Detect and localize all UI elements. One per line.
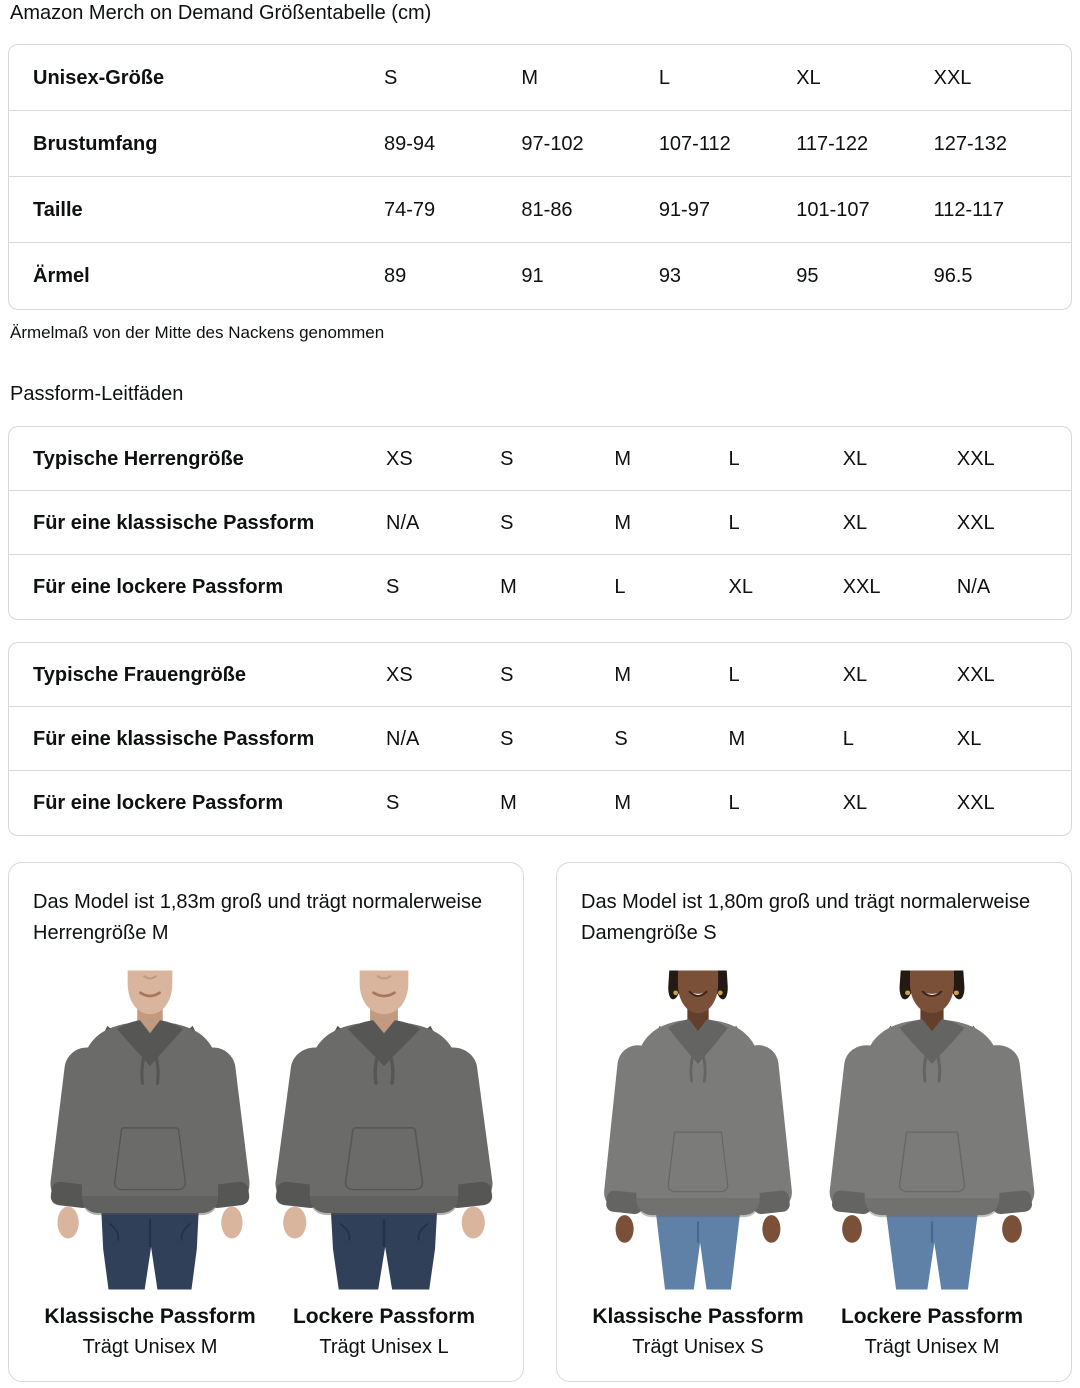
size-value: 117-122	[796, 132, 869, 155]
size-value: M	[614, 792, 632, 815]
fit-guides-heading: Passform-Leitfäden	[10, 383, 184, 406]
size-value: XXL	[956, 792, 995, 815]
size-value: 112-117	[933, 198, 1005, 221]
size-value: 95	[796, 265, 819, 287]
table-row	[9, 707, 1071, 771]
row-label: Für eine klassische Passform	[33, 727, 315, 750]
fit-label: Lockere Passform	[292, 1305, 476, 1329]
size-value: 93	[658, 265, 682, 287]
table-row	[9, 111, 1071, 177]
column-header: M	[521, 66, 539, 89]
size-value: S	[386, 792, 400, 815]
size-value: 81-86	[521, 198, 573, 221]
row-label: Für eine lockere Passform	[33, 792, 284, 815]
size-worn-label: Trägt Unisex M	[82, 1336, 218, 1359]
size-value: S	[614, 727, 628, 750]
size-worn-label: Trägt Unisex S	[632, 1336, 764, 1359]
size-value: XL	[956, 727, 982, 750]
row-label: Ärmel	[33, 265, 90, 287]
size-value: M	[500, 792, 517, 815]
size-value: N/A	[386, 511, 420, 534]
table-row	[9, 427, 1071, 491]
size-value: M	[500, 576, 517, 599]
fit-label: Klassische Passform	[44, 1305, 256, 1329]
size-value: M	[614, 447, 632, 470]
size-value: XS	[386, 663, 413, 686]
size-value: XL	[842, 792, 868, 815]
table-row	[9, 491, 1071, 555]
size-value: XL	[728, 576, 753, 599]
size-value: XXL	[956, 511, 995, 534]
size-value: 89-94	[384, 132, 436, 155]
row-label: Typische Frauengröße	[33, 663, 247, 686]
table-row	[9, 643, 1071, 707]
row-label: Für eine klassische Passform	[33, 511, 315, 534]
size-value: XL	[842, 511, 868, 534]
loose-fit-figure	[815, 963, 1049, 1359]
size-value: XL	[842, 663, 868, 686]
size-value: 89	[384, 265, 407, 287]
size-value: S	[500, 727, 514, 750]
row-label: Typische Herrengröße	[33, 447, 244, 470]
size-value: S	[500, 511, 514, 534]
size-value: N/A	[956, 576, 991, 599]
unisex-size-table	[8, 44, 1072, 310]
size-value: S	[500, 663, 514, 686]
size-value: L	[728, 511, 740, 534]
row-label: Unisex-Größe	[33, 66, 165, 89]
size-value: M	[614, 663, 632, 686]
classic-fit-figure	[33, 963, 267, 1359]
size-value: S	[500, 447, 514, 470]
mens-model-card	[8, 862, 524, 1382]
size-value: 97-102	[521, 132, 584, 155]
size-value: 107-112	[658, 132, 731, 155]
model-cards	[8, 862, 1072, 1382]
size-value: 96.5	[933, 265, 973, 287]
size-value: L	[728, 663, 740, 686]
fit-label: Klassische Passform	[592, 1305, 804, 1329]
column-header: XXL	[933, 66, 972, 89]
size-value: 91	[521, 265, 544, 287]
model-photo-classic-male	[33, 963, 267, 1297]
sleeve-measurement-note: Ärmelmaß von der Mitte des Nackens genommen	[10, 323, 385, 342]
size-value: XXL	[956, 447, 995, 470]
size-value: S	[386, 576, 400, 599]
table-row	[9, 243, 1071, 309]
size-value: 127-132	[933, 132, 1008, 155]
size-value: XS	[386, 447, 413, 470]
size-worn-label: Trägt Unisex L	[319, 1336, 449, 1359]
size-worn-label: Trägt Unisex M	[864, 1336, 1000, 1359]
size-value: N/A	[386, 727, 420, 750]
model-description: Das Model ist 1,83m groß und trägt normalerweise Herrengröße M	[33, 891, 483, 945]
size-value: XXL	[842, 576, 881, 599]
table-row	[9, 177, 1071, 243]
column-header: S	[384, 66, 398, 89]
model-photo-loose-male	[267, 963, 501, 1297]
size-value: L	[728, 447, 740, 470]
size-value: M	[728, 727, 746, 750]
mens-fit-table	[8, 426, 1072, 620]
model-description: Das Model ist 1,80m groß und trägt normalerweise Damengröße S	[581, 891, 1031, 945]
row-label: Für eine lockere Passform	[33, 576, 284, 599]
size-value: L	[728, 792, 740, 815]
size-value: L	[842, 727, 854, 750]
loose-fit-figure	[267, 963, 501, 1359]
column-header: XL	[796, 66, 821, 89]
size-value: M	[614, 511, 632, 534]
size-value: XXL	[956, 663, 995, 686]
fit-label: Lockere Passform	[840, 1305, 1024, 1329]
table-row	[9, 555, 1071, 619]
womens-fit-table	[8, 642, 1072, 836]
column-header: L	[658, 66, 670, 89]
page-title: Amazon Merch on Demand Größentabelle (cm)	[10, 2, 432, 24]
table-row	[9, 771, 1071, 835]
model-photo-classic-female	[581, 963, 815, 1297]
size-value: 91-97	[658, 198, 710, 221]
row-label: Brustumfang	[33, 132, 158, 155]
womens-model-card	[556, 862, 1072, 1382]
size-value: 74-79	[384, 198, 436, 221]
size-value: 101-107	[796, 198, 870, 221]
table-header-row	[9, 45, 1071, 111]
model-photo-loose-female	[815, 963, 1049, 1297]
classic-fit-figure	[581, 963, 815, 1359]
size-value: XL	[842, 447, 868, 470]
row-label: Taille	[33, 198, 83, 221]
size-value: L	[614, 576, 626, 599]
